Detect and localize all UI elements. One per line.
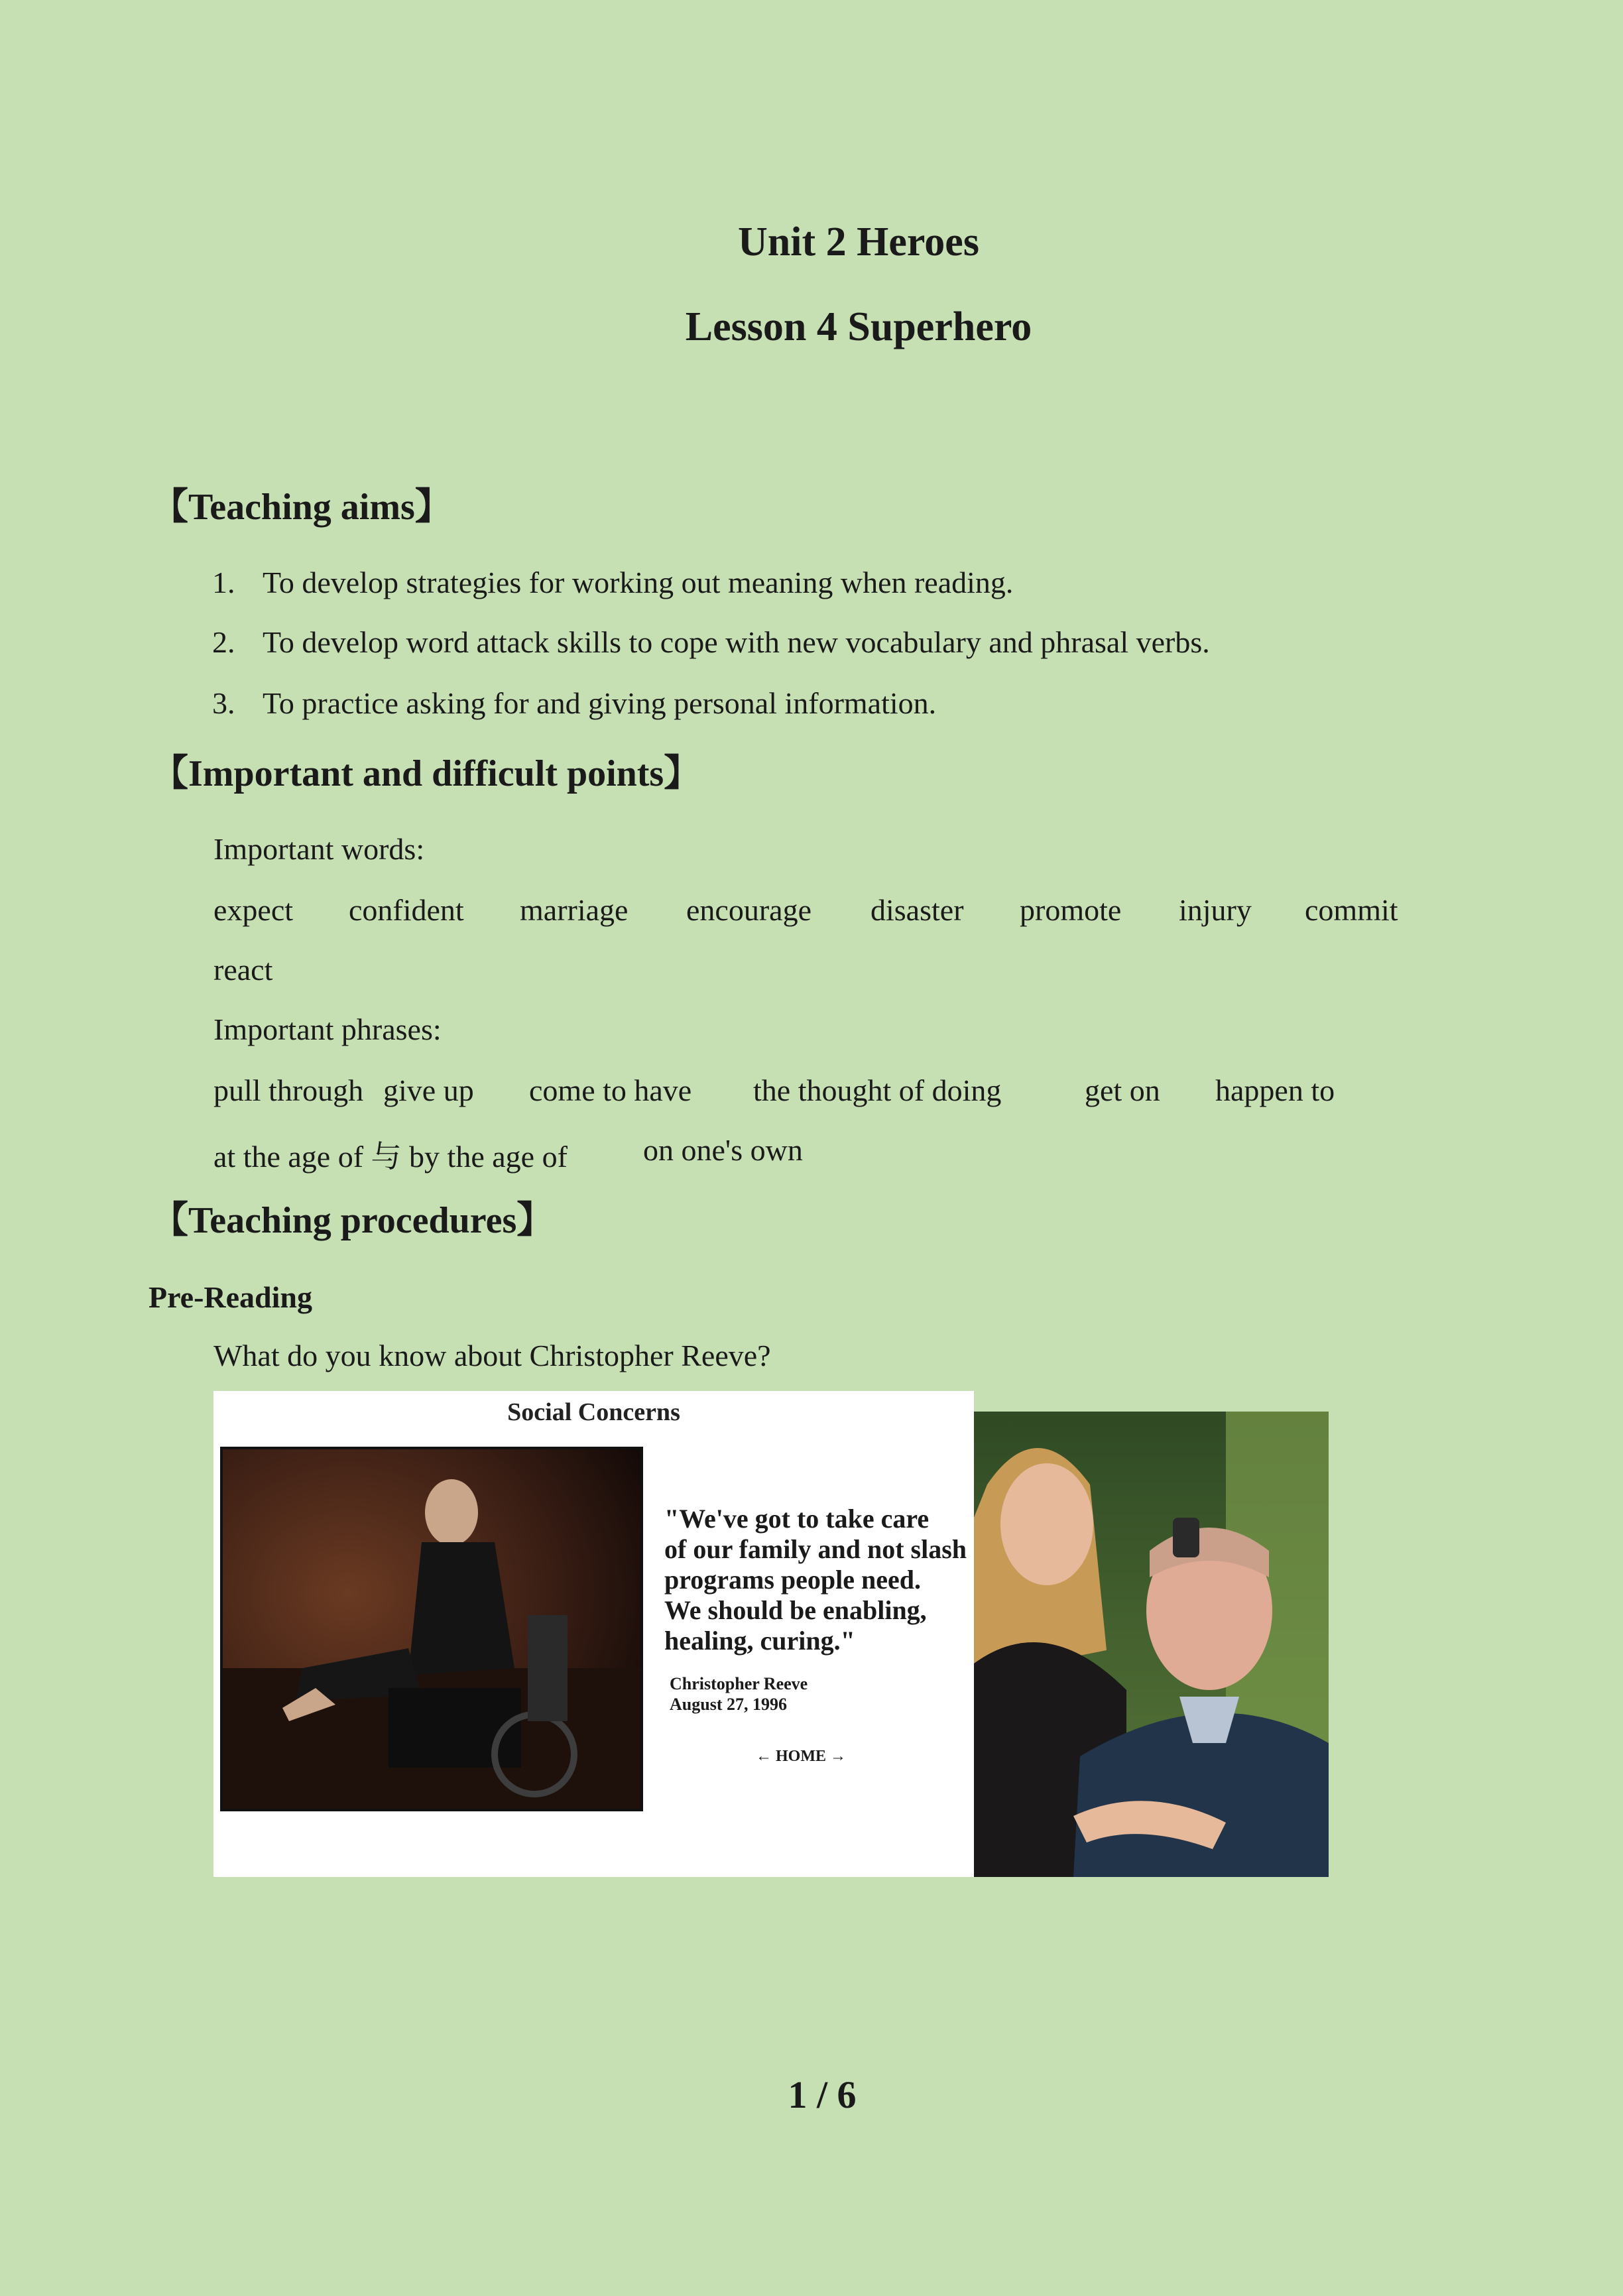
- quote-line: "We've got to take care: [664, 1504, 930, 1534]
- phrase: on one's own: [643, 1133, 803, 1167]
- vocab-word: react: [213, 953, 273, 987]
- pre-reading-question: What do you know about Christopher Reeve?: [213, 1339, 771, 1372]
- quote-line: of our family and not slash: [664, 1534, 967, 1564]
- quote-line: We should be enabling,: [664, 1595, 927, 1625]
- vocab-word: disaster: [871, 893, 964, 927]
- page-indicator: 1 / 6: [788, 2073, 857, 2116]
- phrase: the thought of doing: [753, 1073, 1002, 1107]
- quote-line: programs people need.: [664, 1565, 922, 1595]
- important-points-heading: 【Important and difficult points】: [151, 753, 701, 794]
- aim-text: To develop strategies for working out meaning when reading.: [263, 566, 1014, 599]
- couple-photo: [974, 1412, 1329, 1877]
- phrase: happen to: [1215, 1073, 1335, 1107]
- teaching-aims-heading: 【Teaching aims】: [151, 487, 452, 528]
- phrase: come to have: [529, 1073, 692, 1107]
- quote-line: healing, curing.": [664, 1626, 855, 1656]
- vocab-word: commit: [1305, 893, 1398, 927]
- lesson-title: Lesson 4 Superhero: [685, 304, 1032, 349]
- phrase: at the age of 与 by the age of: [213, 1140, 568, 1174]
- quote-author: Christopher Reeve: [670, 1674, 808, 1693]
- aim-number: 2.: [212, 625, 235, 659]
- quote-text: [664, 1504, 969, 1656]
- wheelchair-photo: [220, 1447, 643, 1811]
- phrase: pull through: [213, 1073, 364, 1107]
- arrow-right-icon: →: [830, 1748, 846, 1765]
- aim-number: 3.: [212, 686, 235, 720]
- vocab-word: encourage: [686, 893, 812, 927]
- unit-title: Unit 2 Heroes: [738, 219, 979, 265]
- vocab-word: injury: [1179, 893, 1252, 927]
- social-concerns-image: [213, 1391, 974, 1877]
- phrase: give up: [383, 1073, 474, 1107]
- quote-date: August 27, 1996: [670, 1695, 787, 1714]
- vocab-word: expect: [213, 893, 294, 927]
- teaching-procedures-heading: 【Teaching procedures】: [151, 1200, 554, 1241]
- vocab-word: confident: [349, 893, 464, 927]
- vocab-word: marriage: [520, 893, 629, 927]
- arrow-left-icon: ←: [756, 1748, 772, 1765]
- phrase: get on: [1085, 1073, 1160, 1107]
- important-phrases-label: Important phrases:: [213, 1012, 442, 1046]
- vocab-word: promote: [1020, 893, 1122, 927]
- aim-text: To practice asking for and giving personal information.: [263, 686, 937, 720]
- home-nav: [756, 1748, 846, 1766]
- important-words-label: Important words:: [213, 832, 425, 866]
- aim-number: 1.: [212, 566, 235, 599]
- social-concerns-title: Social Concerns: [507, 1398, 680, 1426]
- pre-reading-label: Pre-Reading: [149, 1280, 313, 1314]
- aim-text: To develop word attack skills to cope with new vocabulary and phrasal verbs.: [263, 625, 1210, 659]
- home-label: HOME: [776, 1748, 826, 1765]
